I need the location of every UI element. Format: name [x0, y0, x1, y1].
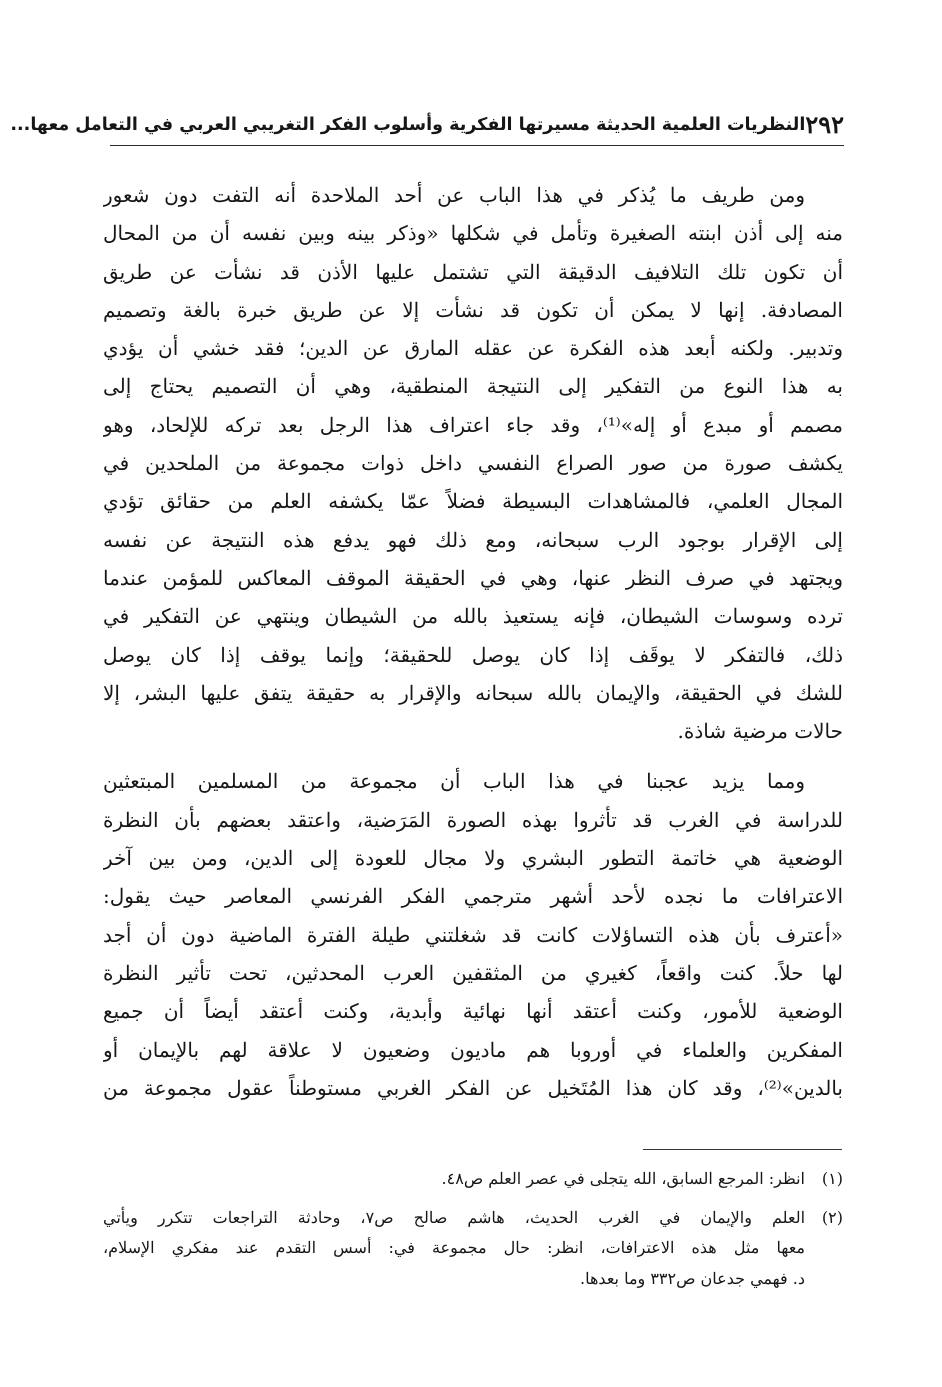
text-line: ويجتهد في صرف النظر عنها، وهي في الحقيقة الموقف المعاكس للمؤمن عندما: [103, 565, 843, 590]
paragraph-2: [103, 762, 843, 1107]
text-line: للشك في الحقيقة، والإيمان بالله سبحانه والإقرار به حقيقة يتفق عليها البشر، إلا: [103, 680, 843, 705]
footnote-marker: (٢): [821, 1207, 843, 1227]
footnote-marker: (١): [821, 1169, 843, 1188]
text-line: مصمم أو مبدع أو إله»⁽¹⁾، وقد جاء اعتراف هذا الرجل بعد تركه للإلحاد، وهو: [103, 412, 843, 437]
text-line: المصادفة. إنها لا يمكن أن تكون قد نشأت إلا عن طريق خبرة بالغة وتصميم: [103, 297, 843, 322]
text-line: الوضعية هي خاتمة التطور البشري ولا مجال للعودة إلى الدين، ومن بين آخر: [103, 846, 843, 871]
text-line: يكشف صورة من صور الصراع النفسي داخل ذوات مجموعة من الملحدين في: [103, 451, 843, 476]
text-line: للدراسة في الغرب قد تأثروا بهذه الصورة المَرَضية، واعتقد بعضهم بأن النظرة: [103, 807, 843, 832]
footnote-text: [103, 1164, 805, 1195]
main-text: [103, 176, 843, 1107]
text-line: وتدبير. ولكنه أبعد هذه الفكرة عن عقله المارق عن الدين؛ فقد خشي أن يؤدي: [103, 336, 843, 361]
footnote-line: العلم والإيمان في الغرب الحديث، هاشم صالح ص٧، وحادثة التراجعات تتكرر ويأتي: [103, 1207, 805, 1227]
text-line: حالات مرضية شاذة.: [677, 719, 843, 744]
footnote-divider: [643, 1149, 842, 1150]
text-line: «أعترف بأن هذه التساؤلات كانت قد شغلتني طيلة الفترة الماضية دون أن أجد: [103, 922, 843, 947]
footnote-1: [103, 1164, 843, 1195]
text-line: لها حلاً. كنت واقعاً، كغيري من المثقفين العرب المحدثين، تحت تأثير النظرة: [103, 960, 843, 985]
page-number: ٢٩٢: [805, 110, 844, 139]
running-title: النظريات العلمية الحديثة مسيرتها الفكرية وأسلوب الفكر التغريبي العربي في التعامل معها...: [10, 115, 806, 135]
text-line: المجال العلمي، فالمشاهدات البسيطة فضلاً عمّا يكشفه العلم من حقائق تؤدي: [103, 489, 843, 514]
footnote-text: [103, 1203, 805, 1295]
text-line: المفكرين والعلماء في أوروبا هم ماديون وضعيون لا علاقة لهم بالإيمان أو: [103, 1037, 843, 1062]
paragraph-gap: [103, 750, 843, 762]
footnote-2: [103, 1203, 843, 1295]
text-line: الاعترافات ما نجده لأحد أشهر مترجمي الفكر الفرنسي المعاصر حيث يقول:: [103, 884, 843, 909]
footnote-line: انظر: المرجع السابق، الله يتجلى في عصر العلم ص٤٨.: [441, 1169, 805, 1188]
text-line: ومن طريف ما يُذكر في هذا الباب عن أحد الملاحدة أنه التفت دون شعور: [103, 183, 805, 207]
text-line: بالدين»⁽²⁾، وقد كان هذا المُتَخيل عن الفكر الغربي مستوطناً عقول مجموعة من: [103, 1075, 843, 1100]
footnote-line: معها مثل هذه الاعترافات، انظر: حال مجموعة في: أسس التقدم عند مفكري الإسلام،: [103, 1238, 805, 1257]
page-header: [10, 104, 844, 140]
paragraph-1: [103, 176, 843, 750]
text-line: ومما يزيد عجبنا في هذا الباب أن مجموعة من المسلمين المبتعثين: [103, 769, 805, 794]
footnote-line: د. فهمي جدعان ص٣٣٢ وما بعدها.: [580, 1268, 805, 1288]
text-line: ذلك، فالتفكر لا يوقَف إذا كان يوصل للحقيقة؛ وإنما يوقف إذا كان يوصل: [103, 642, 843, 667]
text-line: ترده وسوسات الشيطان، فإنه يستعيذ بالله من الشيطان وينتهي عن التفكير في: [103, 604, 843, 629]
text-line: به هذا النوع من التفكير إلى النتيجة المنطقية، وهي أن التصميم يحتاج إلى: [103, 374, 843, 399]
text-line: الوضعية للأمور، وكنت أعتقد أنها نهائية وأبدية، وكنت أعتقد أيضاً أن جميع: [103, 999, 843, 1024]
footnotes: [103, 1164, 843, 1294]
text-line: أن تكون تلك التلافيف الدقيقة التي تشتمل عليها الأذن قد نشأت عن طريق: [103, 259, 843, 284]
text-line: منه إلى أذن ابنته الصغيرة وتأمل في شكلها «وذكر بينه وبين نفسه أن من المحال: [103, 221, 843, 246]
header-divider: [110, 145, 844, 146]
text-line: إلى الإقرار بوجود الرب سبحانه، ومع ذلك فهو يدفع هذه النتيجة عن نفسه: [103, 527, 843, 552]
